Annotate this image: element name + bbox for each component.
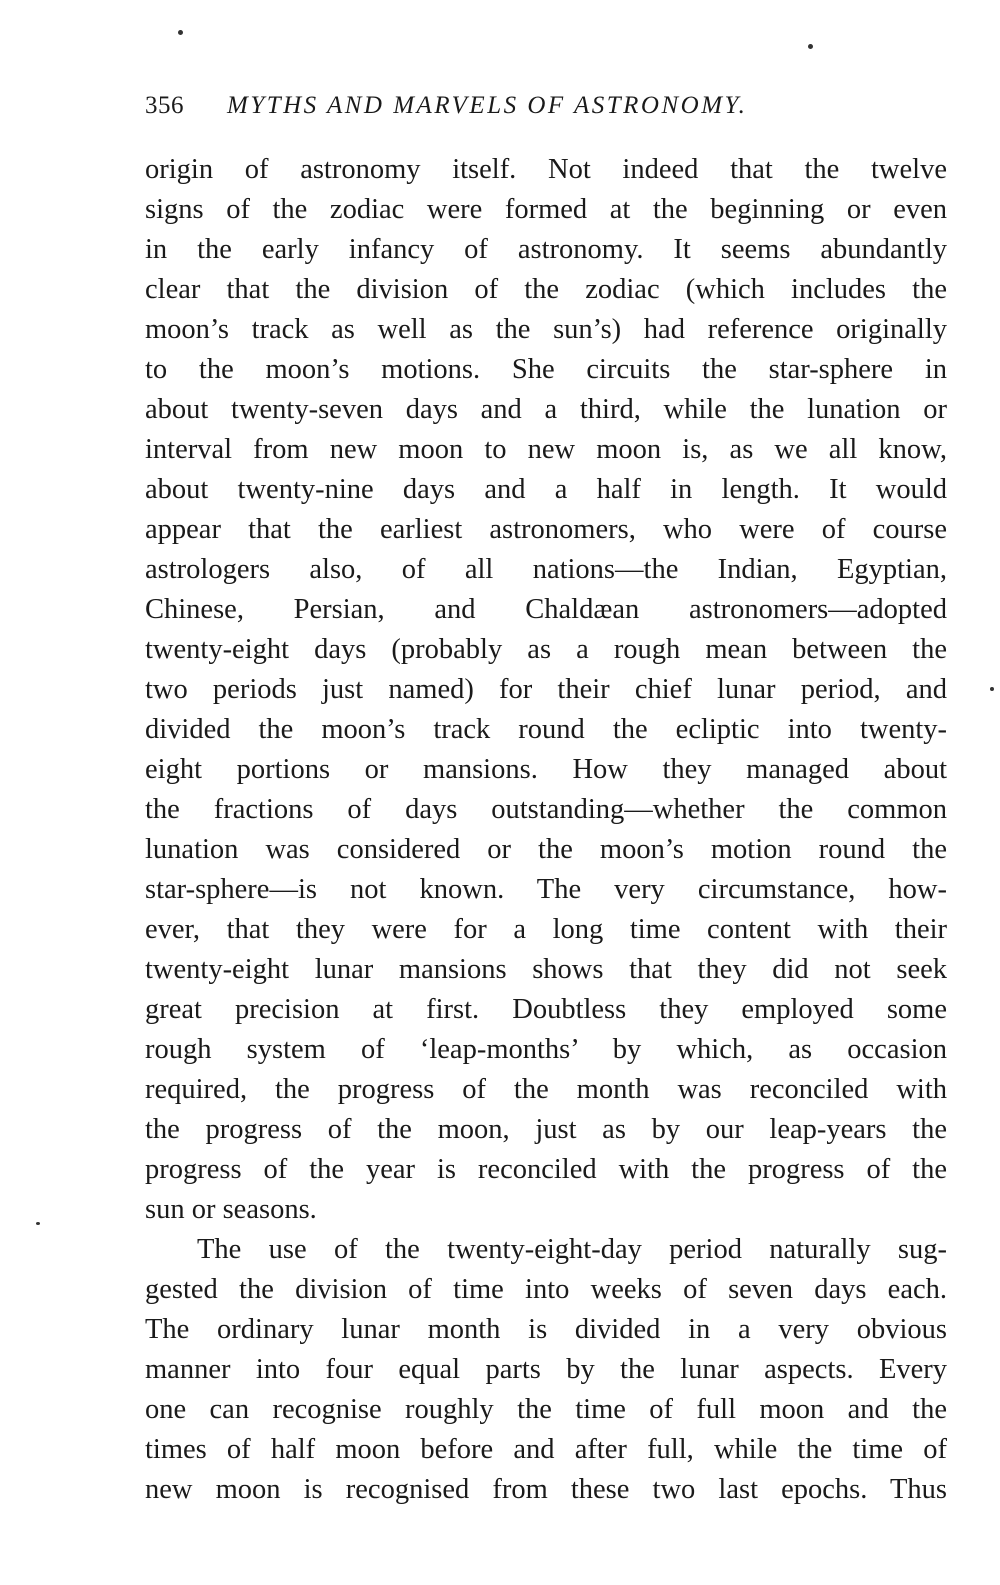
text-line: required, the progress of the month was reconciled with [145, 1074, 947, 1105]
text-line: the fractions of days outstanding—whether the common [145, 794, 947, 825]
body-text [145, 150, 947, 1510]
print-speck [178, 30, 183, 35]
text-line: the progress of the moon, just as by our leap-years the [145, 1114, 947, 1145]
text-line: progress of the year is reconciled with the progress of the [145, 1154, 947, 1185]
text-line: divided the moon’s track round the ecliptic into twenty- [145, 714, 947, 745]
text-line: star-sphere—is not known. The very circumstance, how- [145, 874, 947, 905]
text-line: in the early infancy of astronomy. It seems abundantly [145, 234, 947, 265]
text-line: origin of astronomy itself. Not indeed that the twelve [145, 154, 947, 185]
text-line: rough system of ‘leap-months’ by which, as occasion [145, 1034, 947, 1065]
print-speck [990, 687, 994, 691]
text-line: clear that the division of the zodiac (which includes the [145, 274, 947, 305]
text-line: times of half moon before and after full, while the time of [145, 1434, 947, 1465]
text-line: manner into four equal parts by the lunar aspects. Every [145, 1354, 947, 1385]
text-line: about twenty-nine days and a half in length. It would [145, 474, 947, 505]
running-header [145, 88, 945, 124]
text-line: to the moon’s motions. She circuits the star-sphere in [145, 354, 947, 385]
text-line: new moon is recognised from these two last epochs. Thus [145, 1474, 947, 1505]
text-line: eight portions or mansions. How they managed about [145, 754, 947, 785]
text-line: astrologers also, of all nations—the Indian, Egyptian, [145, 554, 947, 585]
text-line: interval from new moon to new moon is, as we all know, [145, 434, 947, 465]
text-line: appear that the earliest astronomers, who were of course [145, 514, 947, 545]
paragraph [145, 1230, 947, 1510]
text-line: gested the division of time into weeks of seven days each. [145, 1274, 947, 1305]
text-line: about twenty-seven days and a third, while the lunation or [145, 394, 947, 425]
text-line: sun or seasons. [145, 1194, 317, 1225]
text-line: ever, that they were for a long time content with their [145, 914, 947, 945]
text-line: twenty-eight days (probably as a rough mean between the [145, 634, 947, 665]
text-line: The use of the twenty-eight-day period naturally sug- [197, 1234, 947, 1265]
text-line: moon’s track as well as the sun’s) had reference originally [145, 314, 947, 345]
print-speck [808, 44, 813, 49]
text-line: The ordinary lunar month is divided in a very obvious [145, 1314, 947, 1345]
text-line: signs of the zodiac were formed at the beginning or even [145, 194, 947, 225]
text-line: one can recognise roughly the time of full moon and the [145, 1394, 947, 1425]
page-number: 356 [145, 92, 184, 119]
text-line: great precision at first. Doubtless they employed some [145, 994, 947, 1025]
text-line: two periods just named) for their chief lunar period, and [145, 674, 947, 705]
text-line: lunation was considered or the moon’s motion round the [145, 834, 947, 865]
running-title: MYTHS AND MARVELS OF ASTRONOMY. [227, 92, 748, 119]
text-line: Chinese, Persian, and Chaldæan astronomers—adopted [145, 594, 947, 625]
text-line: twenty-eight lunar mansions shows that they did not seek [145, 954, 947, 985]
paragraph [145, 150, 947, 1230]
print-speck [36, 1222, 40, 1225]
